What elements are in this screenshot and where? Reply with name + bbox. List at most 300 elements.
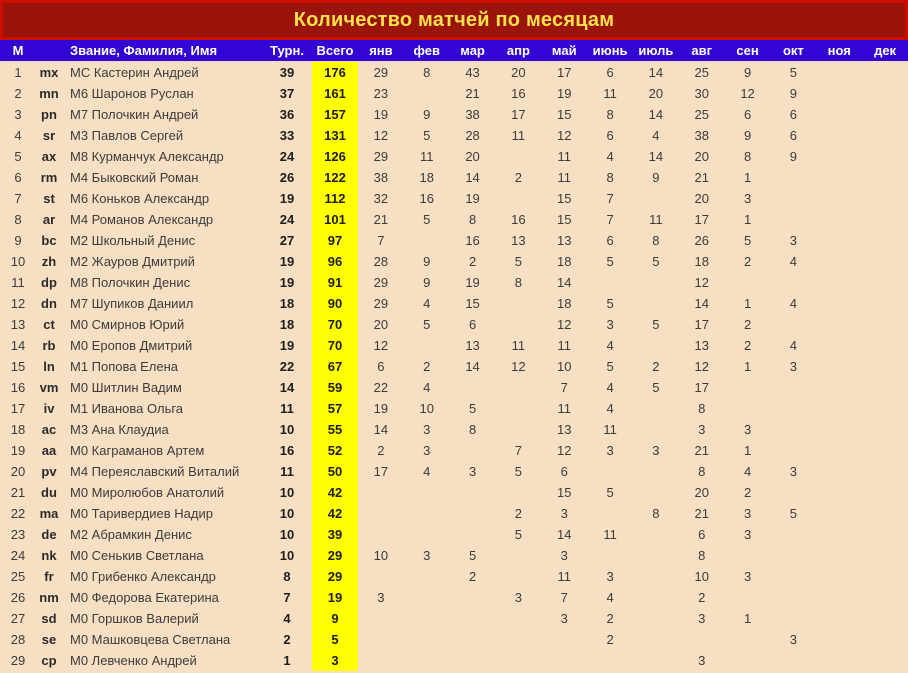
month-value-cell: 3 — [468, 464, 477, 479]
month-value-cell: 5 — [652, 254, 660, 269]
player-name-cell: М7 Полочкин Андрей — [70, 107, 199, 122]
player-code-cell: ma — [39, 506, 59, 521]
month-value-cell: 11 — [557, 569, 571, 584]
month-value-cell: 18 — [419, 170, 434, 185]
month-value-cell: 2 — [423, 359, 431, 374]
month-value-cell: 8 — [468, 212, 477, 227]
month-value-cell: 2 — [514, 506, 523, 521]
rank-cell: 12 — [10, 296, 26, 311]
month-value-cell: 5 — [423, 317, 431, 332]
month-value-cell: 11 — [603, 422, 617, 437]
tournaments-cell: 33 — [279, 128, 295, 143]
month-value-cell: 9 — [789, 149, 798, 164]
table-row — [0, 398, 908, 419]
month-value-cell: 12 — [694, 275, 709, 290]
month-value-cell: 6 — [606, 233, 614, 248]
player-name-cell: М0 Горшков Валерий — [70, 611, 199, 626]
month-value-cell: 20 — [694, 149, 709, 164]
table-row — [0, 83, 908, 104]
month-value-cell: 25 — [694, 65, 709, 80]
month-value-cell: 14 — [648, 149, 664, 164]
column-header-aug: авг — [691, 43, 713, 58]
month-value-cell: 5 — [743, 233, 752, 248]
month-value-cell: 8 — [606, 107, 614, 122]
player-code-cell: sd — [41, 611, 57, 626]
month-value-cell: 5 — [606, 254, 614, 269]
tournaments-cell: 11 — [280, 401, 294, 416]
total-cell: 5 — [312, 629, 358, 650]
month-value-cell: 38 — [373, 170, 389, 185]
month-value-cell: 21 — [694, 506, 709, 521]
month-value-cell: 17 — [694, 380, 709, 395]
month-value-cell: 20 — [648, 86, 664, 101]
month-value-cell: 17 — [557, 65, 572, 80]
tournaments-cell: 19 — [279, 191, 295, 206]
tournaments-cell: 10 — [279, 422, 295, 437]
column-header-apr: апр — [506, 43, 530, 58]
month-value-cell: 3 — [377, 590, 385, 605]
player-code-cell: st — [43, 191, 55, 206]
player-code-cell: mn — [39, 86, 59, 101]
player-name-cell: М0 Таривердиев Надир — [70, 506, 213, 521]
table-row — [0, 125, 908, 146]
player-name-cell: М0 Грибенко Александр — [70, 569, 216, 584]
player-code-cell: du — [41, 485, 57, 500]
rank-cell: 10 — [10, 254, 26, 269]
player-code-cell: ax — [41, 149, 57, 164]
player-code-cell: dn — [41, 296, 57, 311]
month-value-cell: 12 — [557, 317, 572, 332]
month-value-cell: 2 — [698, 590, 706, 605]
rank-cell: 5 — [14, 149, 22, 164]
player-code-cell: rm — [40, 170, 58, 185]
month-value-cell: 6 — [698, 527, 706, 542]
player-name-cell: М2 Жауров Дмитрий — [70, 254, 195, 269]
month-value-cell: 5 — [514, 527, 523, 542]
month-value-cell: 15 — [557, 191, 572, 206]
rank-cell: 19 — [10, 443, 26, 458]
player-name-cell: М0 Машковцева Светлана — [70, 632, 231, 647]
month-value-cell: 2 — [652, 359, 660, 374]
total-cell: 70 — [312, 335, 358, 356]
column-header-may: май — [551, 43, 577, 58]
player-name-cell: М3 Павлов Сергей — [70, 128, 184, 143]
rank-cell: 7 — [14, 191, 22, 206]
month-value-cell: 3 — [743, 422, 752, 437]
month-value-cell: 1 — [743, 611, 752, 626]
rank-cell: 24 — [10, 548, 26, 563]
total-cell: 29 — [312, 545, 358, 566]
player-code-cell: mx — [39, 65, 59, 80]
month-value-cell: 11 — [557, 149, 571, 164]
month-value-cell: 2 — [514, 170, 523, 185]
month-value-cell: 16 — [419, 191, 434, 206]
column-header-jun: июнь — [592, 43, 628, 58]
month-value-cell: 3 — [789, 464, 798, 479]
month-value-cell: 10 — [419, 401, 434, 416]
month-value-cell: 14 — [648, 107, 664, 122]
table-row — [0, 104, 908, 125]
month-value-cell: 19 — [557, 86, 572, 101]
player-code-cell: fr — [44, 569, 54, 584]
total-cell: 91 — [312, 272, 358, 293]
month-value-cell: 26 — [694, 233, 709, 248]
month-value-cell: 2 — [606, 632, 614, 647]
month-value-cell: 13 — [557, 233, 572, 248]
table-row — [0, 650, 908, 671]
month-value-cell: 20 — [694, 485, 709, 500]
total-cell: 3 — [312, 650, 358, 671]
total-cell: 39 — [312, 524, 358, 545]
month-value-cell: 5 — [652, 380, 660, 395]
month-value-cell: 10 — [557, 359, 572, 374]
month-value-cell: 17 — [694, 212, 709, 227]
month-value-cell: 2 — [743, 485, 752, 500]
column-header-jul: июль — [638, 43, 674, 58]
month-value-cell: 3 — [698, 422, 706, 437]
month-value-cell: 11 — [511, 338, 526, 353]
rank-cell: 3 — [14, 107, 22, 122]
player-name-cell: М4 Переяславский Виталий — [70, 464, 240, 479]
total-cell: 161 — [312, 83, 358, 104]
month-value-cell: 29 — [373, 149, 389, 164]
tournaments-cell: 1 — [283, 653, 291, 668]
table-row — [0, 629, 908, 650]
month-value-cell: 6 — [468, 317, 477, 332]
month-value-cell: 6 — [789, 107, 798, 122]
column-header-feb: фев — [413, 43, 440, 58]
month-value-cell: 15 — [557, 107, 572, 122]
month-value-cell: 11 — [419, 149, 434, 164]
total-cell: 55 — [312, 419, 358, 440]
month-value-cell: 28 — [465, 128, 480, 143]
tournaments-cell: 14 — [279, 380, 295, 395]
month-value-cell: 2 — [377, 443, 385, 458]
tournaments-cell: 2 — [283, 632, 291, 647]
column-header-rank: М — [12, 43, 24, 58]
month-value-cell: 16 — [511, 212, 526, 227]
month-value-cell: 20 — [694, 191, 709, 206]
player-name-cell: М0 Каграманов Артем — [70, 443, 205, 458]
player-name-cell: М8 Курманчук Александр — [70, 149, 224, 164]
rank-cell: 13 — [10, 317, 26, 332]
month-value-cell: 7 — [606, 191, 614, 206]
month-value-cell: 3 — [606, 317, 614, 332]
month-value-cell: 5 — [423, 212, 431, 227]
month-value-cell: 5 — [468, 548, 477, 563]
player-name-cell: М0 Миролюбов Анатолий — [70, 485, 225, 500]
total-cell: 52 — [312, 440, 358, 461]
month-value-cell: 4 — [606, 338, 614, 353]
table-row — [0, 587, 908, 608]
month-value-cell: 20 — [373, 317, 389, 332]
player-name-cell: М2 Школьный Денис — [70, 233, 196, 248]
tournaments-cell: 11 — [280, 464, 294, 479]
month-value-cell: 3 — [606, 443, 614, 458]
month-value-cell: 2 — [606, 611, 614, 626]
player-code-cell: ac — [41, 422, 57, 437]
player-name-cell: М1 Иванова Ольга — [70, 401, 184, 416]
month-value-cell: 13 — [465, 338, 480, 353]
tournaments-cell: 19 — [279, 254, 295, 269]
player-name-cell: М0 Смирнов Юрий — [70, 317, 185, 332]
player-name-cell: М6 Коньков Александр — [70, 191, 210, 206]
player-name-cell: М8 Полочкин Денис — [70, 275, 191, 290]
tournaments-cell: 18 — [279, 317, 295, 332]
month-value-cell: 13 — [694, 338, 709, 353]
month-value-cell: 2 — [743, 254, 752, 269]
month-value-cell: 1 — [743, 170, 752, 185]
month-value-cell: 11 — [557, 170, 571, 185]
player-code-cell: nk — [41, 548, 57, 563]
rank-cell: 16 — [10, 380, 26, 395]
month-value-cell: 25 — [694, 107, 709, 122]
month-value-cell: 10 — [373, 548, 389, 563]
month-value-cell: 30 — [694, 86, 709, 101]
column-header-oct: окт — [782, 43, 804, 58]
month-value-cell: 23 — [373, 86, 389, 101]
player-name-cell: М4 Романов Александр — [70, 212, 214, 227]
total-cell: 122 — [312, 167, 358, 188]
rank-cell: 26 — [10, 590, 26, 605]
rank-cell: 17 — [10, 401, 26, 416]
month-value-cell: 3 — [743, 506, 752, 521]
table-row — [0, 251, 908, 272]
month-value-cell: 9 — [789, 86, 798, 101]
month-value-cell: 9 — [652, 170, 660, 185]
month-value-cell: 7 — [377, 233, 385, 248]
tournaments-cell: 18 — [279, 296, 295, 311]
table-row — [0, 188, 908, 209]
month-value-cell: 8 — [698, 548, 706, 563]
month-value-cell: 17 — [373, 464, 389, 479]
tournaments-cell: 19 — [279, 275, 295, 290]
month-value-cell: 1 — [743, 359, 752, 374]
rank-cell: 9 — [14, 233, 22, 248]
table-row — [0, 419, 908, 440]
month-value-cell: 3 — [606, 569, 614, 584]
month-value-cell: 12 — [694, 359, 709, 374]
total-cell: 50 — [312, 461, 358, 482]
month-value-cell: 12 — [373, 128, 389, 143]
month-value-cell: 14 — [465, 170, 480, 185]
month-value-cell: 9 — [743, 128, 752, 143]
tournaments-cell: 7 — [283, 590, 291, 605]
month-value-cell: 9 — [423, 107, 431, 122]
month-value-cell: 4 — [606, 149, 614, 164]
month-value-cell: 2 — [743, 317, 752, 332]
month-value-cell: 7 — [560, 380, 568, 395]
month-value-cell: 3 — [789, 359, 798, 374]
month-value-cell: 3 — [789, 233, 798, 248]
tournaments-cell: 16 — [279, 443, 295, 458]
total-cell: 19 — [312, 587, 358, 608]
month-value-cell: 2 — [468, 569, 477, 584]
month-value-cell: 38 — [465, 107, 480, 122]
month-value-cell: 3 — [743, 569, 752, 584]
rank-cell: 4 — [14, 128, 22, 143]
rank-cell: 29 — [10, 653, 26, 668]
month-value-cell: 7 — [606, 212, 614, 227]
month-value-cell: 16 — [465, 233, 480, 248]
month-value-cell: 4 — [423, 464, 431, 479]
tournaments-cell: 10 — [279, 485, 295, 500]
month-value-cell: 6 — [606, 65, 614, 80]
tournaments-cell: 10 — [279, 548, 295, 563]
rank-cell: 14 — [10, 338, 26, 353]
month-value-cell: 14 — [648, 65, 664, 80]
table-row — [0, 146, 908, 167]
month-value-cell: 9 — [423, 254, 431, 269]
month-value-cell: 15 — [557, 485, 572, 500]
month-value-cell: 9 — [423, 275, 431, 290]
table-row — [0, 503, 908, 524]
month-value-cell: 5 — [514, 254, 523, 269]
month-value-cell: 7 — [560, 590, 568, 605]
month-value-cell: 5 — [423, 128, 431, 143]
tournaments-cell: 4 — [283, 611, 291, 626]
month-value-cell: 29 — [373, 296, 389, 311]
month-value-cell: 11 — [649, 212, 663, 227]
total-cell: 90 — [312, 293, 358, 314]
player-name-cell: М6 Шаронов Руслан — [70, 86, 194, 101]
month-value-cell: 18 — [694, 254, 709, 269]
month-value-cell: 6 — [789, 128, 798, 143]
table-row — [0, 62, 908, 83]
month-value-cell: 3 — [560, 548, 568, 563]
month-value-cell: 17 — [511, 107, 526, 122]
month-value-cell: 12 — [511, 359, 526, 374]
player-code-cell: de — [41, 527, 57, 542]
player-code-cell: cp — [41, 653, 57, 668]
total-cell: 67 — [312, 356, 358, 377]
month-value-cell: 12 — [557, 443, 572, 458]
player-name-cell: М4 Быковский Роман — [70, 170, 199, 185]
month-value-cell: 12 — [740, 86, 755, 101]
month-value-cell: 8 — [743, 149, 752, 164]
month-value-cell: 5 — [789, 506, 798, 521]
page-title: Количество матчей по месяцам — [293, 8, 615, 31]
table-row — [0, 356, 908, 377]
rank-cell: 1 — [14, 65, 22, 80]
total-cell: 96 — [312, 251, 358, 272]
player-name-cell: М1 Попова Елена — [70, 359, 179, 374]
player-name-cell: М0 Левченко Андрей — [70, 653, 197, 668]
total-cell: 176 — [312, 62, 358, 83]
total-cell: 112 — [312, 188, 358, 209]
month-value-cell: 15 — [465, 296, 480, 311]
player-name-cell: М0 Федорова Екатерина — [70, 590, 219, 605]
rank-cell: 6 — [14, 170, 22, 185]
player-code-cell: pv — [41, 464, 57, 479]
total-cell: 131 — [312, 125, 358, 146]
month-value-cell: 38 — [694, 128, 709, 143]
month-value-cell: 18 — [557, 254, 572, 269]
player-name-cell: М0 Еропов Дмитрий — [70, 338, 193, 353]
tournaments-cell: 24 — [279, 212, 295, 227]
month-value-cell: 4 — [789, 254, 798, 269]
player-name-cell: М2 Абрамкин Денис — [70, 527, 192, 542]
month-value-cell: 20 — [465, 149, 480, 164]
month-value-cell: 8 — [652, 506, 660, 521]
month-value-cell: 4 — [606, 590, 614, 605]
month-value-cell: 8 — [468, 422, 477, 437]
table-row — [0, 314, 908, 335]
player-name-cell: М0 Шитлин Вадим — [70, 380, 182, 395]
month-value-cell: 43 — [465, 65, 480, 80]
table-row — [0, 608, 908, 629]
month-value-cell: 21 — [694, 443, 709, 458]
month-value-cell: 12 — [557, 128, 572, 143]
table-row — [0, 167, 908, 188]
player-code-cell: nm — [39, 590, 59, 605]
month-value-cell: 11 — [603, 86, 617, 101]
tournaments-cell: 27 — [279, 233, 295, 248]
month-value-cell: 5 — [606, 359, 614, 374]
month-value-cell: 1 — [743, 443, 752, 458]
month-value-cell: 19 — [373, 107, 389, 122]
month-value-cell: 3 — [423, 422, 431, 437]
month-value-cell: 14 — [557, 275, 572, 290]
player-code-cell: iv — [43, 401, 55, 416]
month-value-cell: 8 — [606, 170, 614, 185]
month-value-cell: 4 — [423, 380, 431, 395]
total-cell: 29 — [312, 566, 358, 587]
month-value-cell: 5 — [606, 485, 614, 500]
table-body — [0, 62, 908, 671]
month-value-cell: 14 — [694, 296, 709, 311]
rank-cell: 18 — [10, 422, 26, 437]
rank-cell: 22 — [10, 506, 26, 521]
month-value-cell: 4 — [652, 128, 660, 143]
month-value-cell: 11 — [557, 338, 571, 353]
tournaments-cell: 24 — [279, 149, 295, 164]
month-value-cell: 5 — [514, 464, 523, 479]
table-row — [0, 335, 908, 356]
player-code-cell: se — [41, 632, 57, 647]
player-code-cell: ln — [43, 359, 55, 374]
total-cell: 97 — [312, 230, 358, 251]
month-value-cell: 10 — [694, 569, 709, 584]
tournaments-cell: 37 — [279, 86, 295, 101]
month-value-cell: 3 — [698, 653, 706, 668]
month-value-cell: 8 — [652, 233, 660, 248]
month-value-cell: 21 — [373, 212, 389, 227]
month-value-cell: 21 — [465, 86, 480, 101]
table-row — [0, 566, 908, 587]
column-header-total: Всего — [316, 43, 354, 58]
month-value-cell: 6 — [377, 359, 385, 374]
rank-cell: 23 — [10, 527, 26, 542]
player-code-cell: zh — [41, 254, 57, 269]
month-value-cell: 8 — [423, 65, 431, 80]
month-value-cell: 2 — [743, 338, 752, 353]
rank-cell: 2 — [14, 86, 22, 101]
rank-cell: 28 — [10, 632, 26, 647]
total-cell: 59 — [312, 377, 358, 398]
column-header-jan: янв — [369, 43, 393, 58]
month-value-cell: 21 — [694, 170, 709, 185]
table-header-row — [0, 40, 908, 62]
month-value-cell: 8 — [514, 275, 523, 290]
month-value-cell: 22 — [373, 380, 389, 395]
table-row — [0, 230, 908, 251]
month-value-cell: 28 — [373, 254, 389, 269]
table-row — [0, 209, 908, 230]
rank-cell: 15 — [10, 359, 26, 374]
player-code-cell: pn — [41, 107, 57, 122]
table-row — [0, 482, 908, 503]
